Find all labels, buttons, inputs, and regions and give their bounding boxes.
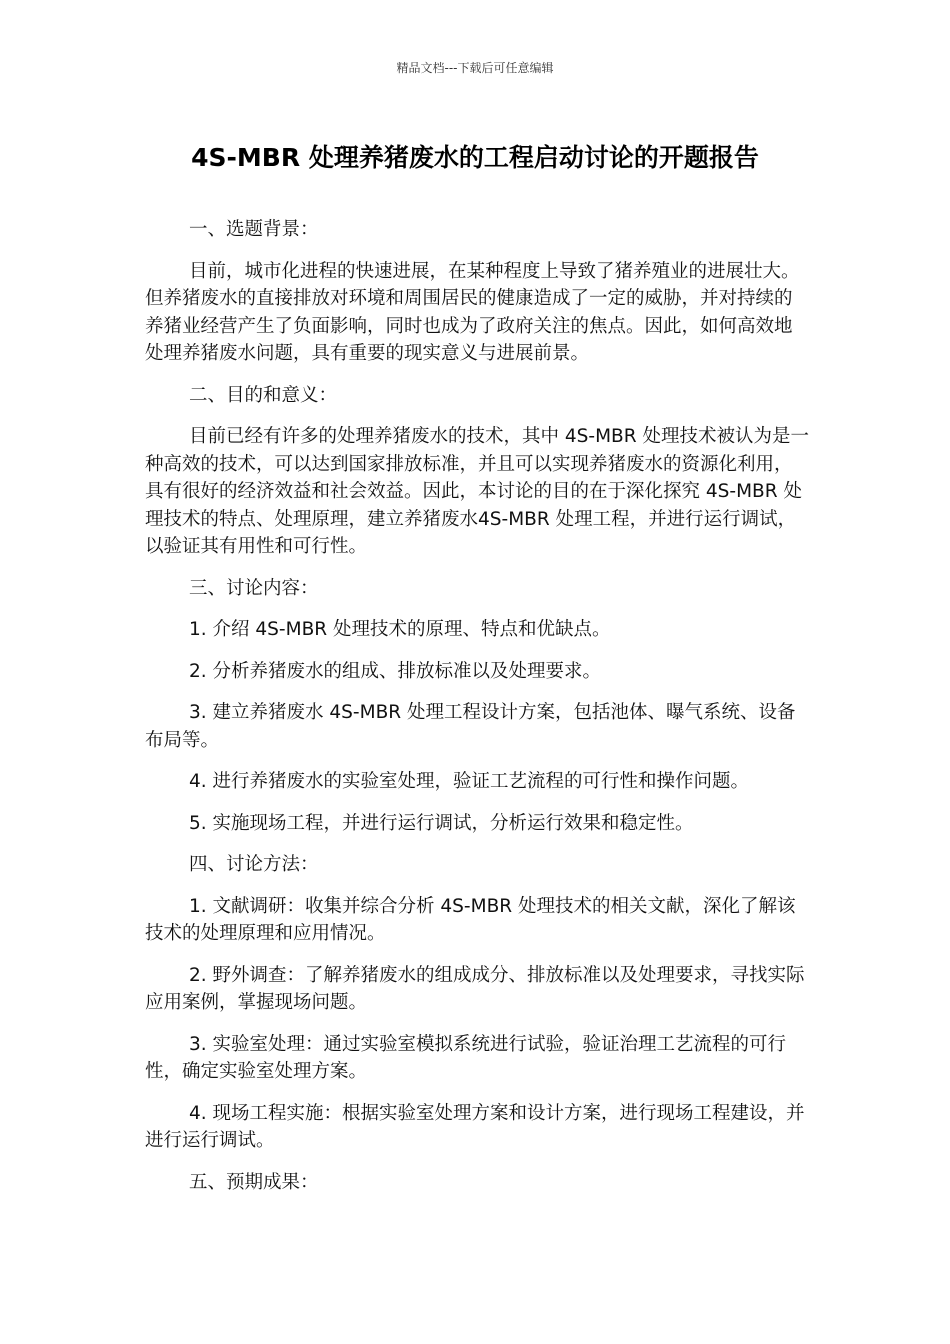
list-item-method: 4. 现场工程实施：根据实验室处理方案和设计方案，进行现场工程建设，并进行运行调试。: [145, 1102, 805, 1151]
document-title: 4S-MBR 处理养猪废水的工程启动讨论的开题报告: [191, 143, 759, 172]
list-item-content: 1. 介绍 4S-MBR 处理技术的原理、特点和优缺点。: [189, 619, 611, 640]
section-heading-content: 三、讨论内容：: [189, 577, 319, 599]
header-note: 精品文档---下载后可任意编辑: [396, 61, 554, 75]
document-body: [145, 216, 810, 1210]
list-item-content: 5. 实施现场工程，并进行运行调试，分析运行效果和稳定性。: [189, 812, 694, 834]
paragraph-purpose: 目前已经有许多的处理养猪废水的技术，其中 4S-MBR 处理技术被认为是一种高效的技术，可以达到国家排放标准，并且可以实现养猪废水的资源化利用，具有很好的经济效益和社会效益。因此，本讨论的目的在于深化探究 4S-MBR 处理技术的特点、处理原理，建立养猪废水4S-MBR 处理工程，并进行运行调试，以验证其有用性和可行性。: [145, 426, 809, 557]
list-item-method: 1. 文献调研：收集并综合分析 4S-MBR 处理技术的相关文献，深化了解该技术的处理原理和应用情况。: [145, 895, 796, 944]
list-item-content: 2. 分析养猪废水的组成、排放标准以及处理要求。: [189, 660, 602, 682]
paragraph-background: 目前，城市化进程的快速进展，在某种程度上导致了猪养殖业的进展壮大。但养猪废水的直接排放对环境和周围居民的健康造成了一定的威胁，并对持续的养猪业经营产生了负面影响，同时也成为了政府关注的焦点。因此，如何高效地处理养猪废水问题，具有重要的现实意义与进展前景。: [145, 260, 800, 364]
section-heading-methods: 四、讨论方法：: [189, 854, 319, 875]
list-item-content: 3. 建立养猪废水 4S-MBR 处理工程设计方案，包括池体、曝气系统、设备布局等。: [145, 702, 796, 751]
section-heading-background: 一、选题背景：: [189, 219, 319, 240]
list-item-method: 3. 实验室处理：通过实验室模拟系统进行试验，验证治理工艺流程的可行性，确定实验室处理方案。: [145, 1033, 787, 1082]
section-heading-purpose: 二、目的和意义：: [189, 384, 338, 406]
section-heading-outcomes: 五、预期成果：: [189, 1171, 319, 1193]
list-item-method: 2. 野外调查：了解养猪废水的组成成分、排放标准以及处理要求，寻找实际应用案例，掌握现场问题。: [145, 964, 805, 1013]
list-item-content: 4. 进行养猪废水的实验室处理，验证工艺流程的可行性和操作问题。: [189, 771, 750, 792]
